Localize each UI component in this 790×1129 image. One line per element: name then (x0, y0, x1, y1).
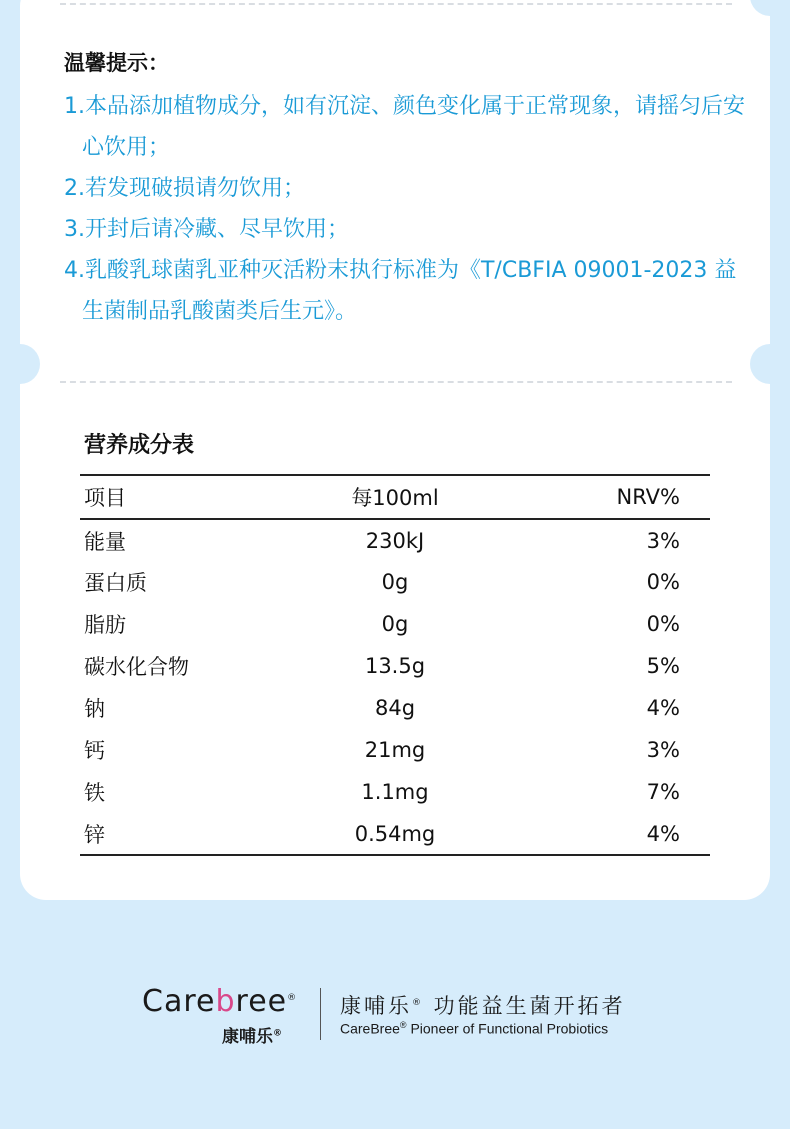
nutrient-amount: 0g (381, 612, 409, 636)
brand-logo-text (142, 984, 297, 1019)
table-row (80, 771, 710, 813)
nutrient-amount: 84g (374, 696, 416, 720)
nutrient-nrv: 4% (646, 696, 680, 720)
tips-title: 温馨提示： (64, 51, 169, 75)
nutrient-amount: 230kJ (365, 528, 425, 553)
tip-item: 1.本品添加植物成分，如有沉淀、颜色变化属于正常现象，请摇匀后安心饮用； (64, 94, 745, 160)
slogan-cn (340, 990, 626, 1020)
middle-dashed-divider (60, 381, 732, 383)
nutrient-name: 脂肪 (84, 613, 126, 637)
nutrient-name: 锌 (84, 822, 105, 847)
nutrient-amount: 21mg (364, 738, 426, 762)
table-row (80, 687, 710, 729)
card-notch-right-corner (750, 0, 790, 16)
slogan-cn-text: 功能益生菌开拓者 (424, 994, 626, 1018)
nutrient-nrv: 0% (646, 612, 680, 636)
nutrient-amount: 0g (381, 570, 409, 594)
registered-mark: ® (412, 998, 424, 1008)
table-row (80, 645, 710, 687)
table-row (80, 561, 710, 603)
header-per-100ml: 每100ml (351, 486, 439, 510)
brand-logo-cn (222, 1022, 282, 1047)
registered-mark: ® (399, 1020, 407, 1030)
header-item: 项目 (84, 486, 126, 510)
nutrient-nrv: 7% (646, 780, 680, 804)
nutrient-name: 能量 (84, 529, 126, 554)
nutrient-name: 铁 (84, 781, 105, 805)
header-nrv: NRV% (616, 485, 680, 509)
nutrient-name: 钙 (84, 739, 105, 763)
warm-tips-section (64, 50, 754, 332)
nutrient-nrv: 3% (646, 738, 680, 762)
nutrient-name: 碳水化合物 (84, 655, 189, 679)
nutrient-name: 蛋白质 (84, 571, 147, 595)
table-row (80, 603, 710, 645)
tip-item: 3.开封后请冷藏、尽早饮用； (64, 217, 349, 242)
nutrient-amount: 13.5g (364, 654, 426, 678)
card-notch-right-top (750, 344, 790, 384)
slogan-en (340, 1020, 608, 1037)
nutrient-amount: 0.54mg (354, 821, 436, 846)
table-row (80, 813, 710, 855)
top-dashed-divider (60, 3, 732, 5)
nutrient-nrv: 5% (646, 654, 680, 678)
nutrient-nrv: 4% (646, 821, 680, 846)
brand-logo-part: Care (142, 984, 216, 1019)
tip-item: 4.乳酸乳球菌乳亚种灭活粉末执行标准为《T/CBFIA 09001-2023 益生菌制品乳酸菌类后生元》。 (64, 258, 737, 324)
brand-logo-part: ree (235, 984, 288, 1019)
card-notch-left-top (0, 344, 40, 384)
slogan-en-brand: CareBree (340, 1020, 400, 1037)
tip-item: 2.若发现破损请勿饮用； (64, 176, 305, 201)
brand-footer (0, 984, 790, 1054)
nutrient-nrv: 0% (646, 570, 680, 594)
footer-divider (320, 988, 321, 1040)
nutrition-table-title: 营养成分表 (84, 433, 195, 458)
slogan-cn-brand: 康哺乐 (340, 994, 412, 1018)
registered-mark: ® (287, 993, 298, 1003)
nutrient-amount: 1.1mg (361, 780, 429, 804)
table-header-row (80, 475, 710, 519)
table-row (80, 519, 710, 561)
brand-logo-accent: b (215, 984, 236, 1019)
nutrition-table (80, 474, 710, 856)
slogan-en-text: Pioneer of Functional Probiotics (406, 1020, 609, 1037)
brand-cn-text: 康哺乐 (222, 1027, 273, 1047)
registered-mark: ® (273, 1028, 282, 1039)
table-row (80, 729, 710, 771)
nutrient-name: 钠 (84, 697, 105, 721)
nutrient-nrv: 3% (646, 528, 680, 553)
